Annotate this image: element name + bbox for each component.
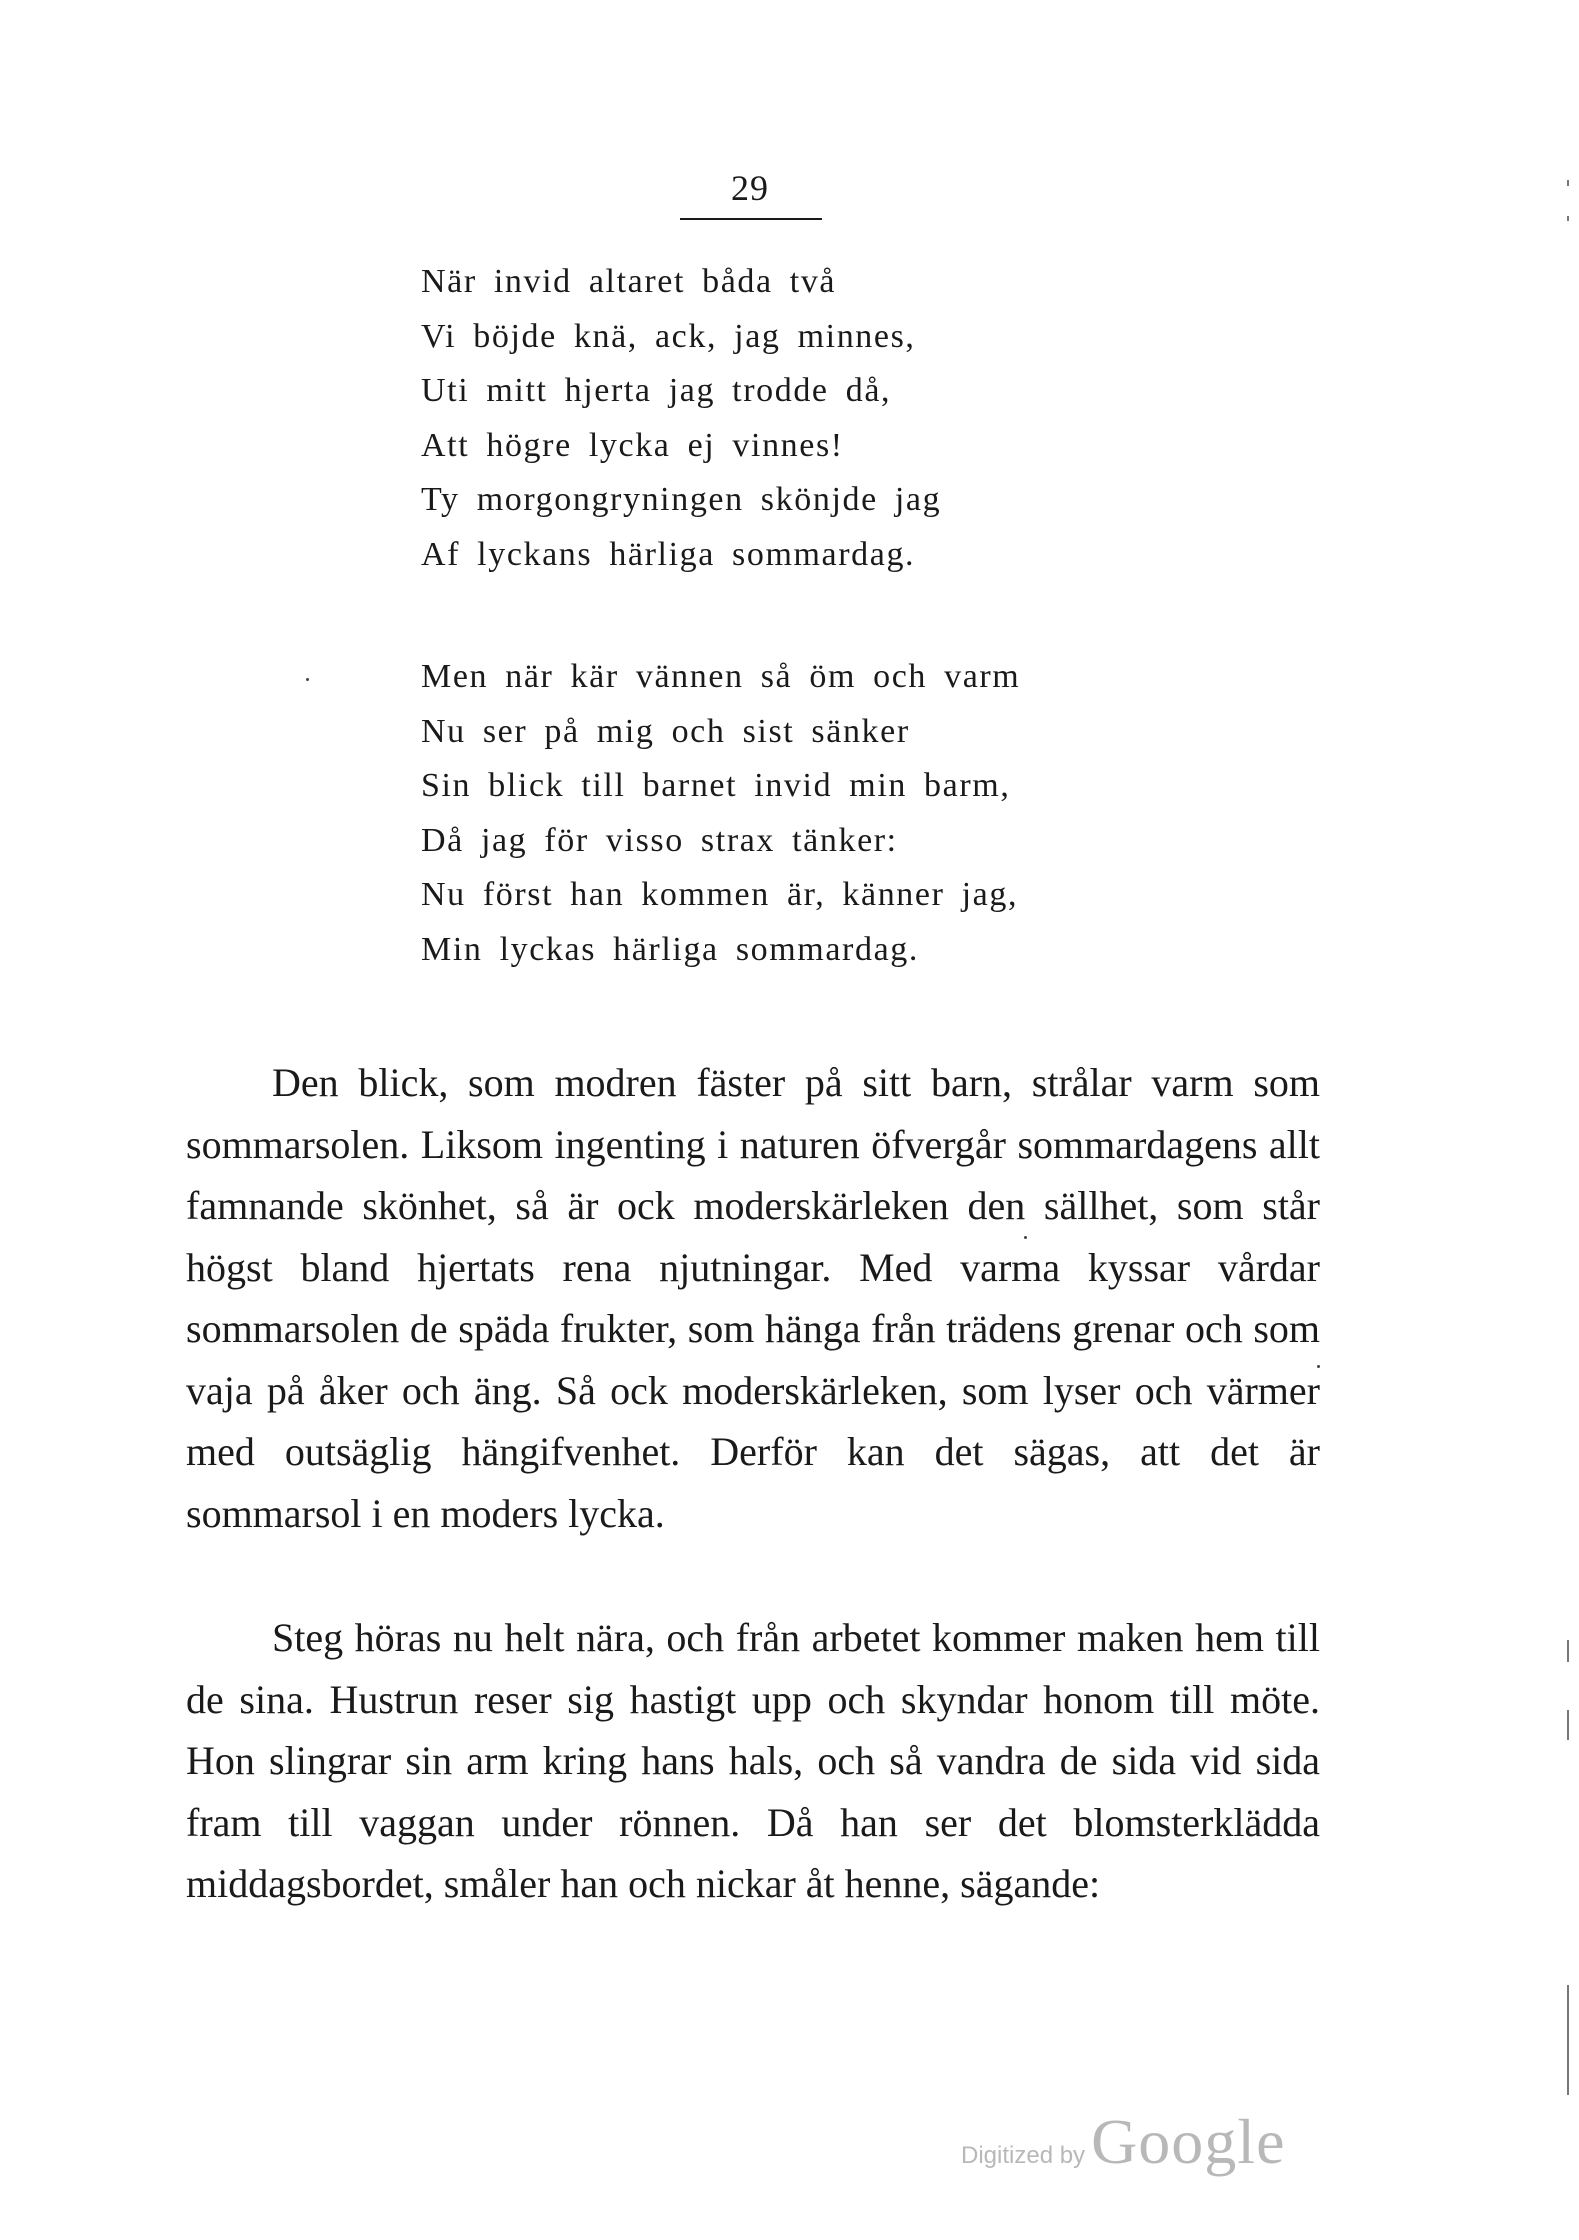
- poem-stanza-1: [421, 255, 941, 582]
- page-number: 29: [731, 168, 769, 208]
- scan-edge-mark: [1567, 180, 1569, 186]
- poem-line: Då jag för visso strax tänker:: [421, 821, 898, 859]
- poem-line: Af lyckans härliga sommardag.: [421, 535, 916, 573]
- poem-line: Uti mitt hjerta jag trodde då,: [421, 372, 892, 409]
- poem-line: Nu först han kommen är, känner jag,: [421, 876, 1019, 913]
- poem-line: Sin blick till barnet invid min barm,: [421, 767, 1011, 804]
- digitized-by-google-watermark: [961, 2105, 1285, 2185]
- prose-block-1: [186, 1052, 1320, 1544]
- poem-line: Nu ser på mig och sist sänker: [421, 712, 910, 750]
- poem-line: När invid altaret båda två: [421, 263, 837, 300]
- poem-line: Min lyckas härliga sommardag.: [421, 930, 919, 968]
- scan-edge-mark: [1567, 1985, 1569, 2095]
- page-number-rule: [680, 218, 822, 220]
- prose-paragraph: Steg höras nu helt nära, och från arbetet kommer maken hem till de sina. Hustrun reser sig hastigt upp och skyndar honom till möte. Hon slingrar sin arm kring hans hals, och så vandra de sida vid sida fram till vaggan under rönnen. Då han ser det blomsterklädda middagsbordet, småler han och nickar åt henne, sägande:: [186, 1615, 1320, 1906]
- watermark-prefix: Digitized by: [961, 2142, 1086, 2169]
- scan-edge-mark: [1567, 1710, 1569, 1740]
- scan-speck: [1317, 1365, 1320, 1368]
- scan-edge-mark: [1567, 1640, 1569, 1662]
- poem-line: Ty morgongryningen skönjde jag: [421, 481, 942, 518]
- prose-paragraph: Den blick, som modren fäster på sitt barn, strålar varm som sommarsolen. Liksom ingenting i naturen öfvergår sommardagens allt famnande skönhet, så är ock moderskärleken den sällhet, som står högst bland hjertats rena njutningar. Med varma kyssar vårdar sommarsolen de späda frukter, som hänga från trädens grenar och som vaja på åker och äng. Så ock moderskärleken, som lyser och värmer med outsäglig hängifvenhet. Derför kan det sägas, att det är sommarsol i en moders lycka.: [186, 1060, 1320, 1536]
- poem-line: Vi böjde knä, ack, jag minnes,: [421, 317, 916, 355]
- poem-stanza-2: [421, 650, 1020, 977]
- poem-line: Men när kär vännen så öm och varm: [421, 658, 1021, 695]
- scan-speck: [306, 678, 309, 681]
- scan-edge-mark: [1567, 216, 1569, 221]
- google-logo: Google: [1091, 2106, 1286, 2177]
- poem-line: Att högre lycka ej vinnes!: [421, 426, 844, 464]
- scan-speck: [1024, 1236, 1027, 1239]
- prose-block-2: [186, 1607, 1320, 1915]
